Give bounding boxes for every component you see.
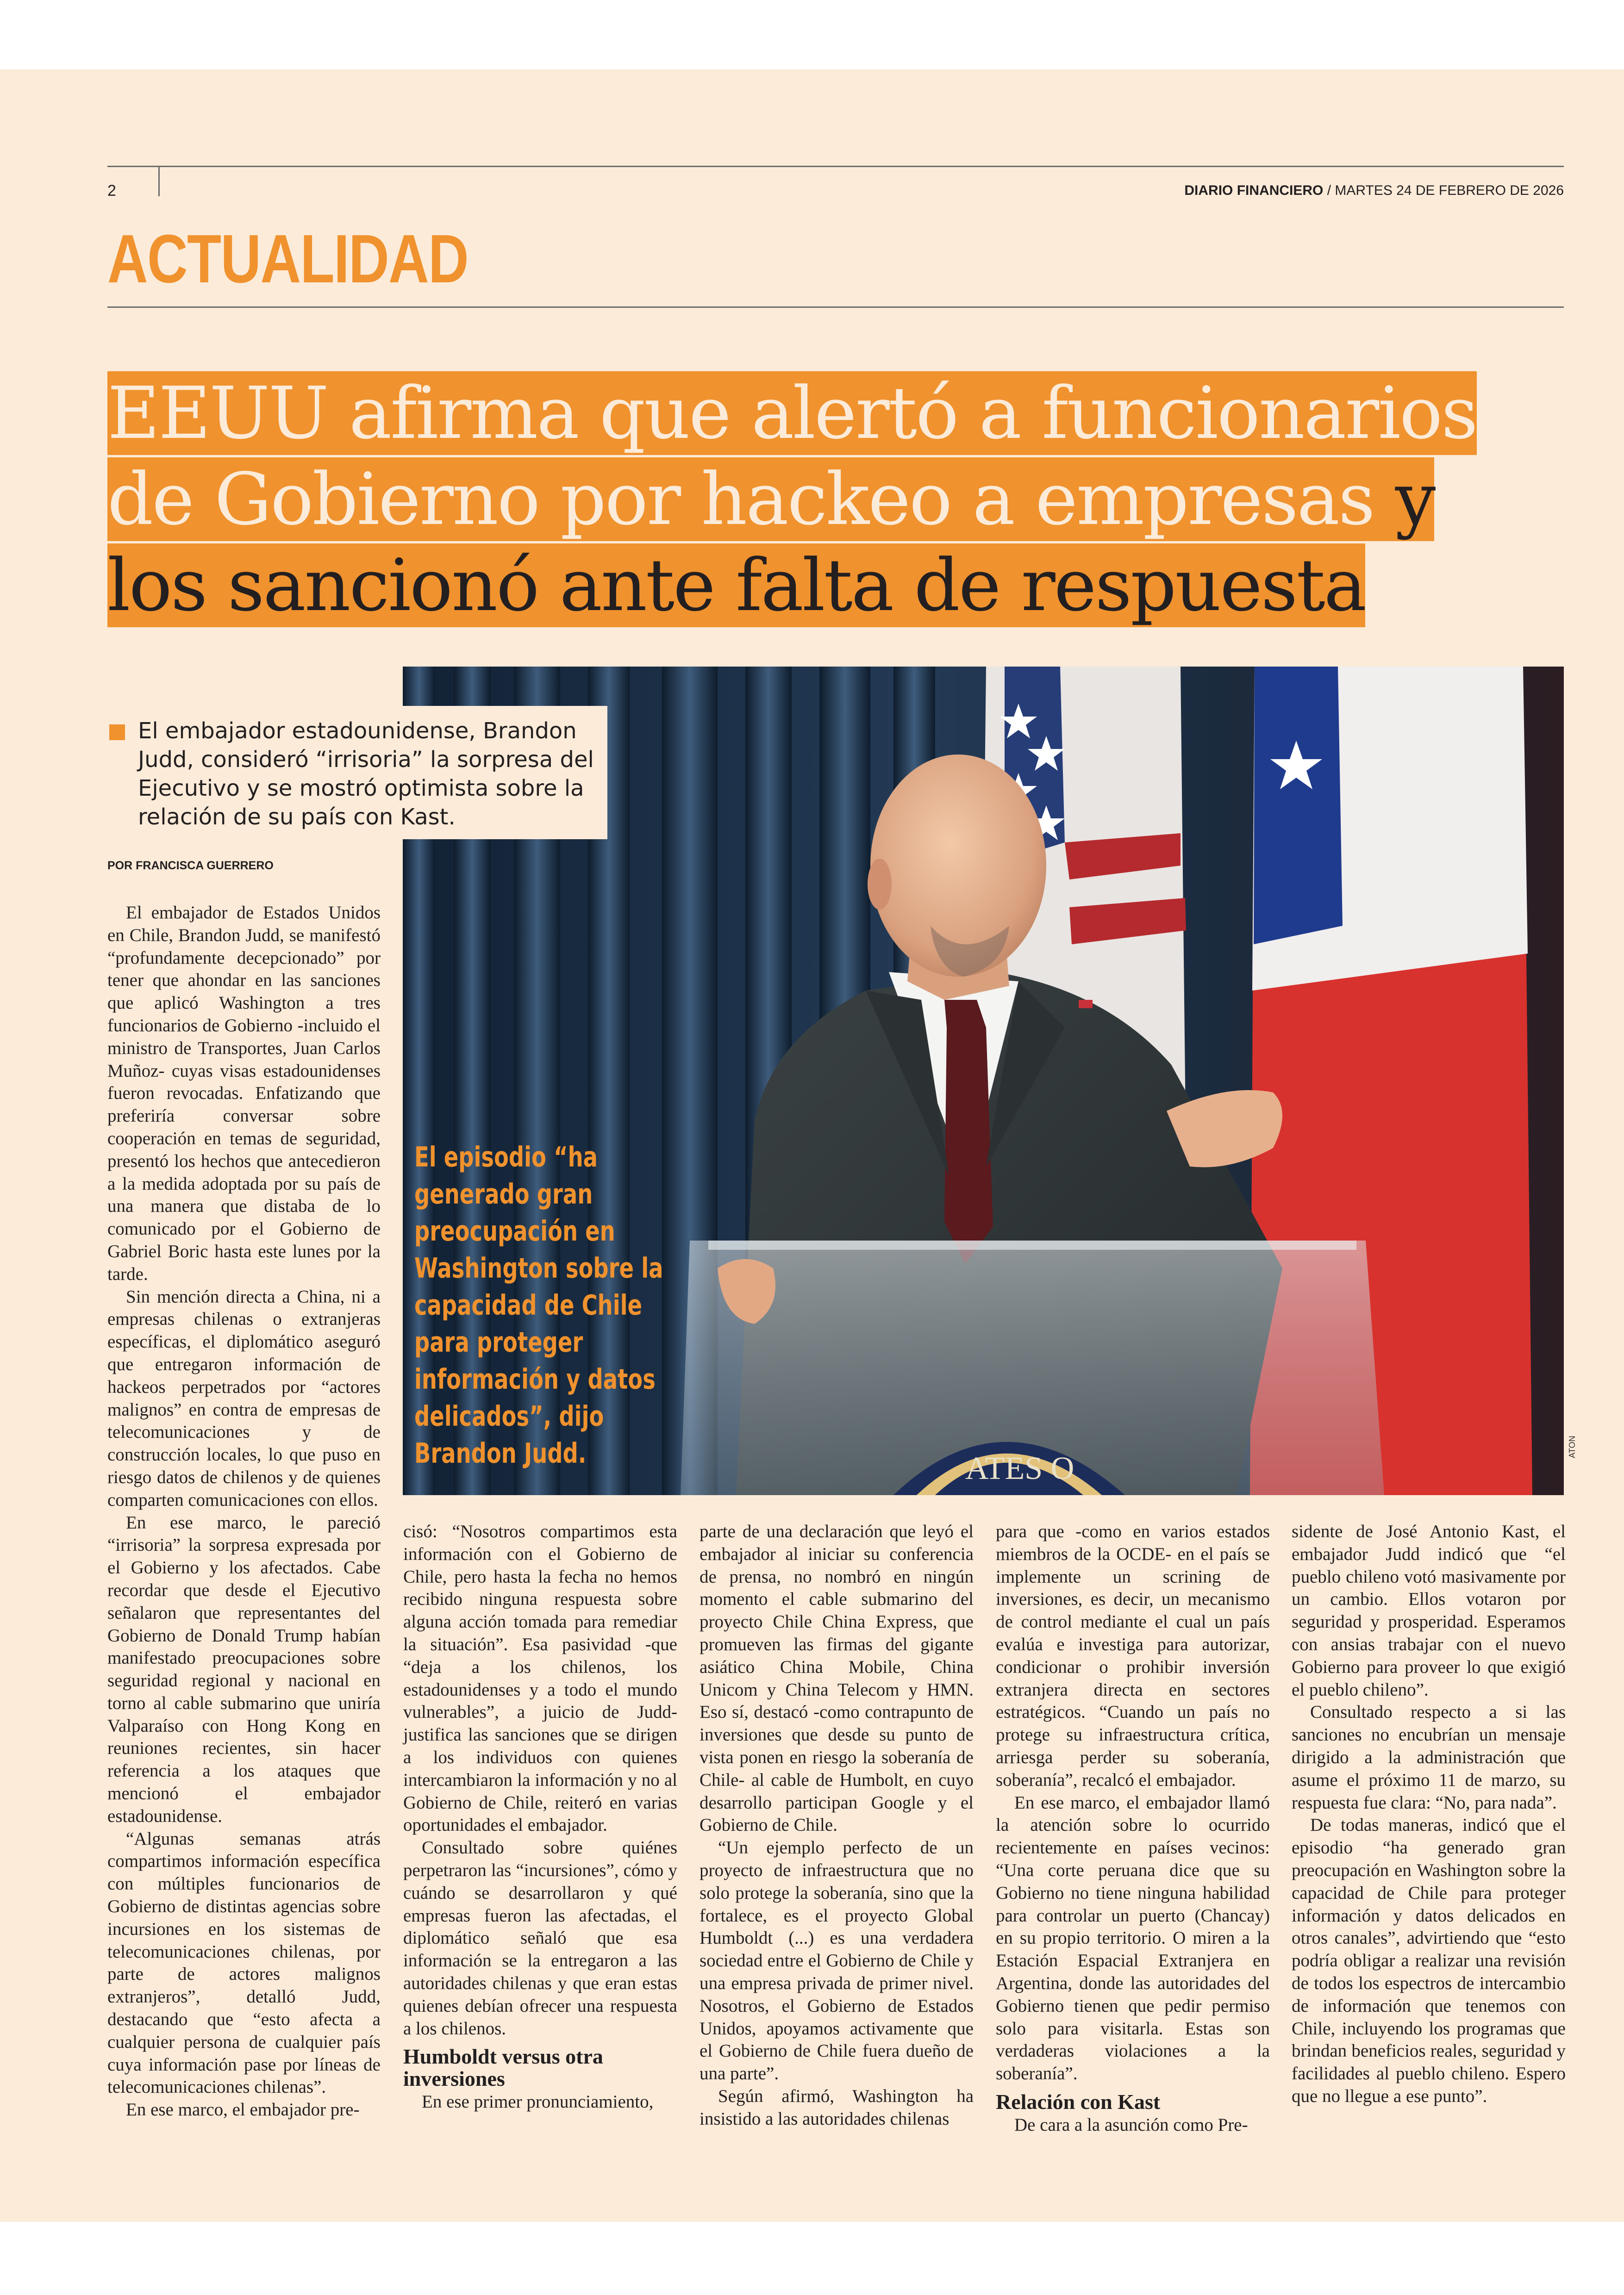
article-column-1 — [107, 902, 381, 2121]
paragraph: cisó: “Nosotros compartimos esta información con el Gobierno de Chile, pero hasta la fecha no hemos recibido ninguna respuesta sobre alguna acción tomada para remediar la situación”. Esa pasividad -que “deja a los chilenos, los estadounidenses y a todo el mundo vulnerables”, a juicio de Judd- justifica las sanciones que se dirigen a los individuos con quienes intercambiaron la información y no al Gobierno de Chile, reiteró en varias oportunidades el embajador. — [403, 1522, 677, 1835]
paragraph: “Algunas semanas atrás compartimos información específica con múltiples funcionarios de Gobierno de distintas agencias sobre incursiones en los sistemas de telecomunicaciones chilenas, por parte de actores malignos extranjeros”, detalló Judd, destacando que “esto afecta a cualquier persona de cualquier país cuya información pase por líneas de telecomunicaciones chilenas”. — [107, 1828, 381, 2097]
paragraph: En ese marco, el embajador llamó la atención sobre lo ocurrido recientemente en países vecinos: “Una corte peruana dice que su Gobierno no tiene ninguna habilidad para controlar un puerto (Chancay) en su propio territorio. O miren a la Estación Espacial Extranjera en Argentina, donde las autoridades del Gobierno tienen que pedir permiso solo para visitarla. Estas son verdaderas violaciones a la soberanía”. — [996, 1792, 1270, 2084]
paragraph: Consultado sobre quiénes perpetraron las “incursiones”, cómo y cuándo se desarrollaron y qué empresas fueron las afectadas, el diplomático señaló que esa información se la entregaron a las autoridades chilenas y que eran estas quienes debían ofrecer una respuesta a los chilenos. — [403, 1838, 677, 2039]
page-number: 2 — [107, 182, 116, 200]
pull-quote: El episodio “ha generado gran preocupación en Washington sobre la capacidad de Chile para proteger información y datos delicados”, dijo Brandon Judd. — [414, 1141, 663, 1470]
paragraph: sidente de José Antonio Kast, el embajador Judd indicó que “el pueblo chileno votó masivamente por un cambio. Ellos votaron por seguridad y prosperidad. Esperamos con ansias trabajar con el nuevo Gobierno para proveer lo que exigió el pueblo chileno”. — [1292, 1522, 1566, 1700]
paragraph: El embajador de Estados Unidos en Chile, Brandon Judd, se manifestó “profundamente decepcionado” por tener que ahondar en las sanciones que aplicó Washington a tres funcionarios de Gobierno -incluido el ministro de Transportes, Juan Carlos Muñoz- cuyas visas estadounidenses fueron revocadas. Enfatizando que preferiría conversar sobre cooperación en temas de seguridad, presentó los hechos que antecedieron a la medida adoptada por su país de una manera que distaba de lo comunicado por el Gobierno de Gabriel Boric hasta este lunes por la tarde. — [107, 903, 381, 1284]
article-column-3 — [700, 1521, 974, 2131]
subheading-humboldt: Humboldt versus otra inversiones — [403, 2045, 603, 2091]
headline — [107, 370, 1589, 629]
photo-credit: ATON — [1568, 1435, 1577, 1458]
paragraph: Sin mención directa a China, ni a empresas chilenas o extranjeras específicas, el diplomático aseguró que entregaron información de hackeos perpetrados por “actores malignos” en contra de empresas de telecomunicaciones y de construcción locales, lo que puso en riesgo datos de chilenos y de quienes comparten comunicaciones con ellos. — [107, 1286, 381, 1510]
article-lead: El embajador estadounidense, Brandon Judd, consideró “irrisoria” la sorpresa del Ejecutivo y se mostró optimista sobre la relación de su país con Kast. — [138, 718, 594, 830]
headline-line-2: de Gobierno por hackeo a empresas — [107, 457, 1374, 541]
paragraph: para que -como en varios estados miembros de la OCDE- en el país se implemente un scrining de inversiones, es decir, un mecanismo de control mediante el cual un país evalúa e investiga para autorizar, condicionar o prohibir inversión extranjera directa en sectores estratégicos. “Cuando un país no protege su infraestructura crítica, arriesga perder su soberanía, soberanía”, recalcó el embajador. — [996, 1522, 1270, 1790]
subheading-kast: Relación con Kast — [996, 2089, 1161, 2114]
paragraph: De cara a la asunción como Pre- — [1014, 2114, 1248, 2135]
section-rule — [107, 306, 1564, 308]
byline: POR FRANCISCA GUERRERO — [107, 859, 274, 872]
publication-name: DIARIO FINANCIERO — [1184, 183, 1324, 198]
paragraph: parte de una declaración que leyó el embajador al iniciar su conferencia de prensa, no nombró en ningún momento el cable submarino del proyecto Chile China Express, que promueven las firmas del gigante asiático China Mobile, China Unicom y China Telecom y HMN. Eso sí, destacó -como contrapunto de inversiones que desde su punto de vista ponen en riesgo la soberanía de Chile- al cable de Humbolt, en cuyo desarrollo participan Google y el Gobierno de Chile. — [700, 1522, 974, 1835]
issue-date: / MARTES 24 DE FEBRERO DE 2026 — [1323, 183, 1564, 198]
paragraph: En ese primer pronunciamiento, — [422, 2092, 654, 2112]
seal-text: ATES O — [965, 1451, 1074, 1486]
lead-bullet-square — [109, 724, 125, 740]
headline-line-3: los sancionó ante falta de respuesta — [107, 543, 1366, 627]
top-rule — [107, 166, 1564, 167]
headline-line-2-end: y — [1374, 457, 1435, 541]
paragraph: Según afirmó, Washington ha insistido a las autoridades chilenas — [700, 2086, 974, 2129]
article-column-5 — [1292, 1521, 1566, 2108]
article-column-4 — [996, 1521, 1270, 2137]
paragraph: De todas maneras, indicó que el episodio “ha generado gran preocupación en Washington sobre la capacidad de Chile para proteger información y datos delicados en otros canales”, advirtiendo que “esto podría obligar a realizar una revisión de todos los espectros de intercambio de información que tenemos con Chile, incluyendo los programas que brindan beneficios reales, seguridad y facilidades al pueblo chileno. Espero que no llegue a ese punto”. — [1292, 1815, 1566, 2106]
paragraph: “Un ejemplo perfecto de un proyecto de infraestructura que no solo protege la soberanía, sino que la fortalece, es el proyecto Global Humboldt (...) es una verdadera sociedad entre el Gobierno de Chile y una empresa privada de primer nivel. Nosotros, el Gobierno de Estados Unidos, apoyamos activamente que el Gobierno de Chile fuera dueño de una parte”. — [700, 1838, 974, 2084]
paragraph: En ese marco, el embajador pre- — [126, 2100, 360, 2120]
dateline — [1184, 183, 1564, 199]
page-number-divider — [158, 166, 160, 196]
headline-line-1: EEUU afirma que alertó a funcionarios — [107, 371, 1477, 455]
paragraph: Consultado respecto a si las sanciones no encubrían un mensaje dirigido a la administración que asume el próximo 11 de marzo, su respuesta fue clara: “No, para nada”. — [1292, 1702, 1566, 1813]
article-column-2 — [403, 1521, 677, 2114]
paragraph: En ese marco, le pareció “irrisoria” la sorpresa expresada por el Gobierno y los afectados. Cabe recordar que desde el Ejecutivo señalaron que representantes del Gobierno de Donald Trump habían manifestado preocupaciones sobre seguridad regional y nacional en torno al cable submarino que uniría Valparaíso con Hong Kong en reuniones recientes, sin hacer referencia a los ataques que mencionó el embajador estadounidense. — [107, 1512, 381, 1826]
section-title: ACTUALIDAD — [107, 221, 468, 297]
